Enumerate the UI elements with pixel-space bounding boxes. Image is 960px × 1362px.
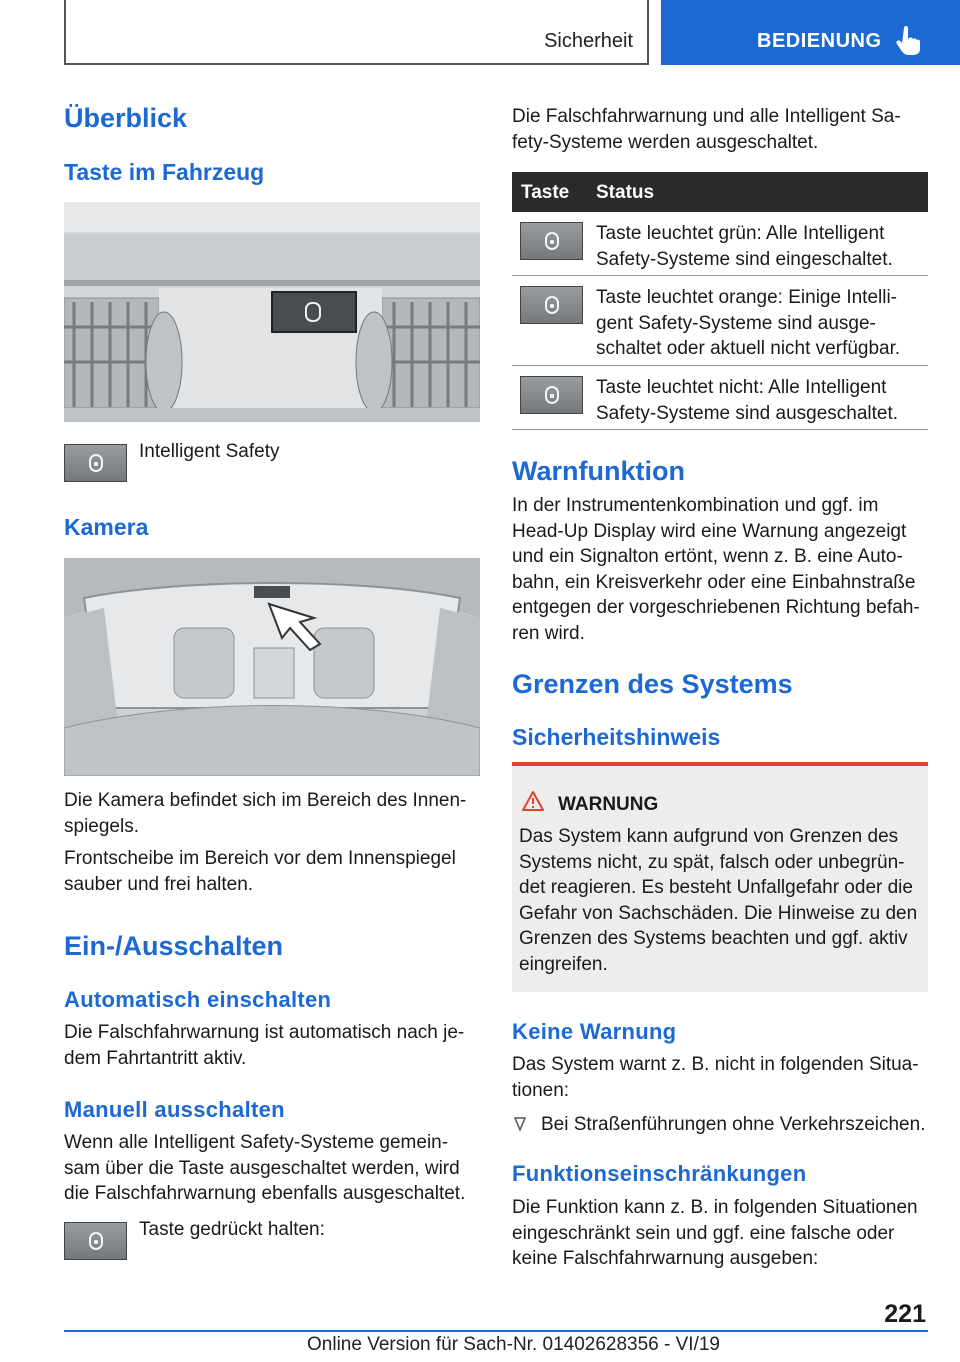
table-cell-status: Taste leuchtet orange: Einige Intelli- gent Safety-Systeme sind ausge- schaltet oder aktuell nicht verfügbar. bbox=[596, 287, 901, 359]
button-orange-icon bbox=[520, 286, 583, 324]
warning-box bbox=[512, 762, 928, 992]
funktion-text: Die Funktion kann z. B. in folgenden Situationen eingeschränkt sein und ggf. eine falsche oder keine Falschfahrwarnung ausgeben: bbox=[512, 1197, 918, 1269]
table-header-taste: Taste bbox=[521, 182, 570, 203]
page-title: Überblick bbox=[64, 103, 188, 133]
heading-kamera: Kamera bbox=[64, 514, 149, 540]
header-section-title: Sicherheit bbox=[544, 30, 633, 52]
bullet-item: Bei Straßenführungen ohne Verkehrszeichen. bbox=[541, 1114, 926, 1135]
kamera-text-2: Frontscheibe im Bereich vor dem Innenspiegel sauber und frei halten. bbox=[64, 848, 456, 895]
heading-ein-ausschalten: Ein-/Ausschalten bbox=[64, 931, 284, 961]
table-cell-status: Taste leuchtet grün: Alle Intelligent Safety-Systeme sind eingeschaltet. bbox=[596, 223, 893, 270]
heading-keine-warnung: Keine Warnung bbox=[512, 1019, 677, 1044]
button-green-icon bbox=[520, 222, 583, 260]
status-table bbox=[512, 172, 928, 430]
heading-warnfunktion: Warnfunktion bbox=[512, 456, 685, 486]
header-section-box bbox=[64, 0, 649, 65]
page-number: 221 bbox=[884, 1300, 926, 1328]
warning-triangle-icon bbox=[522, 790, 544, 812]
car-shield-icon bbox=[89, 1232, 103, 1250]
table-header bbox=[512, 172, 928, 212]
car-shield-icon bbox=[545, 386, 559, 404]
heading-taste-im-fahrzeug: Taste im Fahrzeug bbox=[64, 159, 265, 185]
header-chapter-tab[interactable] bbox=[661, 0, 960, 65]
heading-automatisch-einschalten: Automatisch einschalten bbox=[64, 987, 332, 1012]
button-caption: Intelligent Safety bbox=[139, 441, 280, 462]
footer-online-version: Online Version für Sach-Nr. 01402628356 - VI/19 bbox=[307, 1334, 720, 1355]
hold-button-icon bbox=[64, 1222, 127, 1260]
table-row bbox=[512, 276, 928, 366]
heading-grenzen: Grenzen des Systems bbox=[512, 669, 793, 699]
warning-title: WARNUNG bbox=[558, 794, 659, 815]
bullet-triangle-icon bbox=[514, 1117, 526, 1131]
footer-divider bbox=[64, 1330, 928, 1332]
pointing-hand-icon bbox=[895, 26, 921, 56]
right-intro: Die Falschfahrwarnung und alle Intelligent Sa- fety-Systeme werden ausgeschaltet. bbox=[512, 106, 901, 153]
table-row bbox=[512, 212, 928, 276]
car-shield-icon bbox=[89, 454, 103, 472]
heading-manuell-ausschalten: Manuell ausschalten bbox=[64, 1097, 285, 1122]
warnfunktion-text: In der Instrumentenkombination und ggf. im Head-Up Display wird eine Warnung angezeigt und ein Signalton ertönt, wenn z. B. eine Auto- bahn, ein Kreisverkehr oder eine Einbahnstraße entgegen der vorgeschriebenen Richtung befah- ren wird. bbox=[512, 495, 920, 644]
table-row bbox=[512, 366, 928, 430]
dashboard-button-photo bbox=[64, 202, 480, 422]
hold-caption: Taste gedrückt halten: bbox=[139, 1219, 325, 1240]
heading-sicherheitshinweis: Sicherheitshinweis bbox=[512, 724, 721, 750]
auto-text: Die Falschfahrwarnung ist automatisch nach je- dem Fahrtantritt aktiv. bbox=[64, 1022, 465, 1069]
car-shield-icon bbox=[545, 232, 559, 250]
button-off-icon bbox=[520, 376, 583, 414]
table-header-status: Status bbox=[596, 182, 655, 203]
warning-text: Das System kann aufgrund von Grenzen des Systems nicht, zu spät, falsch oder unbegrün- det reagieren. Es besteht Unfallgefahr oder die Gefahr von Sachschäden. Die Hinweise zu den Grenzen des Systems beachten und ggf. aktiv eingreifen. bbox=[519, 826, 918, 975]
kamera-text-1: Die Kamera befindet sich im Bereich des Innen- spiegels. bbox=[64, 790, 467, 837]
intelligent-safety-button-icon bbox=[64, 444, 127, 482]
camera-interior-photo bbox=[64, 558, 480, 776]
header-chapter-label: BEDIENUNG bbox=[757, 30, 882, 52]
car-shield-icon bbox=[545, 296, 559, 314]
manuell-text: Wenn alle Intelligent Safety-Systeme gemein- sam über die Taste ausgeschaltet werden, wird die Falschfahrwarnung ebenfalls ausgeschaltet. bbox=[64, 1132, 466, 1204]
table-cell-status: Taste leuchtet nicht: Alle Intelligent Safety-Systeme sind ausgeschaltet. bbox=[596, 377, 899, 424]
keine-text: Das System warnt z. B. nicht in folgenden Situa- tionen: bbox=[512, 1054, 919, 1101]
heading-funktionseinschraenkungen: Funktionseinschränkungen bbox=[512, 1161, 807, 1186]
